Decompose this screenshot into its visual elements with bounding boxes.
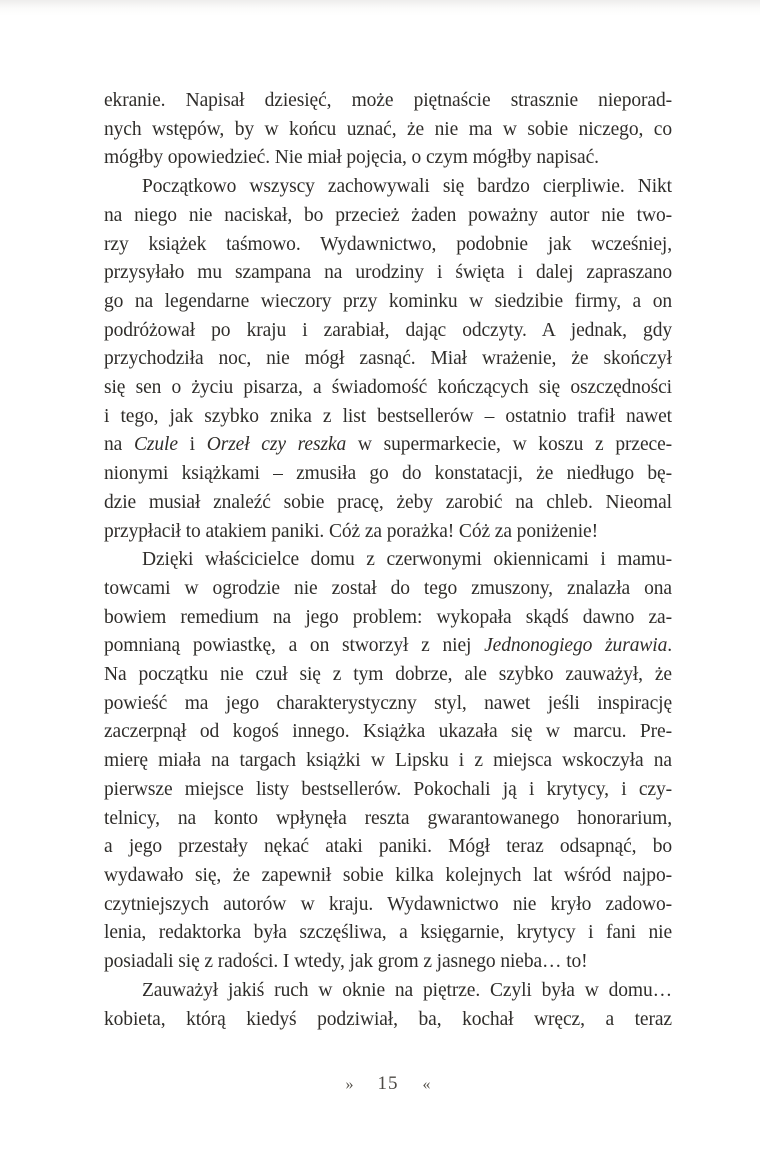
text-segment: Na początku nie czuł się z tym dobrze, ale szybko zauważył, że bbox=[104, 664, 672, 686]
text-line bbox=[104, 661, 672, 690]
text-line bbox=[104, 546, 672, 575]
book-title-italic: Orzeł czy reszka bbox=[206, 434, 347, 456]
text-segment: . bbox=[667, 635, 673, 657]
text-line bbox=[104, 403, 672, 432]
text-segment: a jego przestały nękać ataki paniki. Mógł teraz odsapnąć, bo bbox=[104, 836, 672, 858]
paragraph bbox=[104, 87, 672, 173]
paragraph bbox=[104, 546, 672, 977]
text-segment: go na legendarne wieczory przy kominku w siedzibie firmy, a on bbox=[104, 290, 672, 312]
text-line bbox=[104, 489, 672, 518]
text-line bbox=[104, 977, 672, 1006]
text-line bbox=[104, 173, 672, 202]
text-line bbox=[104, 231, 672, 260]
text-segment: przychodziła noc, nie mógł zasnąć. Miał wrażenie, że skończył bbox=[104, 348, 672, 370]
text-segment: posiadali się z radości. I wtedy, jak grom z jasnego nieba… to! bbox=[104, 951, 588, 973]
text-segment: czytniejszych autorów w kraju. Wydawnictwo nie kryło zadowo- bbox=[104, 893, 672, 915]
text-line bbox=[104, 431, 672, 460]
text-segment: wydawało się, że zapewnił sobie kilka kolejnych lat wśród najpo- bbox=[104, 864, 672, 886]
text-line bbox=[104, 747, 672, 776]
text-line bbox=[104, 87, 672, 116]
text-segment: Zauważył jakiś ruch w oknie na piętrze. Czyli była w domu… bbox=[142, 979, 672, 1001]
footer-prev-mark: » bbox=[345, 1076, 354, 1093]
page-number: 15 bbox=[377, 1073, 399, 1094]
text-segment: powieść ma jego charakterystyczny styl, nawet jeśli inspirację bbox=[104, 692, 672, 714]
book-title-italic: Czule bbox=[133, 434, 178, 456]
text-line bbox=[104, 374, 672, 403]
text-line bbox=[104, 718, 672, 747]
text-segment: i bbox=[177, 434, 207, 456]
book-title-italic: Jednonogiego żurawia bbox=[484, 635, 668, 657]
text-line bbox=[104, 919, 672, 948]
text-line bbox=[104, 776, 672, 805]
text-line bbox=[104, 1006, 672, 1035]
text-segment: telnicy, na konto wpłynęła reszta gwarantowanego honorarium, bbox=[104, 807, 672, 829]
text-segment: rzy książek taśmowo. Wydawnictwo, podobnie jak wcześniej, bbox=[104, 233, 672, 255]
text-segment: zaczerpnął od kogoś innego. Książka ukazała się w marcu. Pre- bbox=[104, 721, 672, 743]
text-line bbox=[104, 144, 672, 173]
paragraph bbox=[104, 173, 672, 546]
footer-next-mark: « bbox=[422, 1076, 431, 1093]
text-line bbox=[104, 202, 672, 231]
text-line bbox=[104, 862, 672, 891]
text-segment: ekranie. Napisał dziesięć, może piętnaście strasznie nieporad- bbox=[104, 90, 672, 111]
text-segment: pomnianą powiastkę, a on stworzył z niej bbox=[104, 635, 485, 657]
text-segment: na niego nie naciskał, bo przecież żaden poważny autor nie two- bbox=[104, 204, 672, 226]
text-line bbox=[104, 518, 672, 547]
text-segment: na bbox=[104, 434, 134, 456]
text-segment: nych wstępów, by w końcu uznać, że nie ma w sobie niczego, co bbox=[104, 118, 672, 140]
text-line bbox=[104, 345, 672, 374]
text-segment: i tego, jak szybko znika z list bestsellerów – ostatnio trafił nawet bbox=[104, 405, 672, 427]
text-segment: dzie musiał znaleźć sobie pracę, żeby zarobić na chleb. Nieomal bbox=[104, 491, 672, 513]
text-segment: bowiem remedium na jego problem: wykopała skądś dawno za- bbox=[104, 606, 672, 628]
text-segment: podróżował po kraju i zarabiał, dając odczyty. A jednak, gdy bbox=[104, 319, 672, 341]
text-segment: mierę miała na targach książki w Lipsku i z miejsca wskoczyła na bbox=[104, 750, 672, 772]
text-segment: pierwsze miejsce listy bestsellerów. Pokochali ją i krytycy, i czy- bbox=[104, 778, 672, 800]
text-segment: towcami w ogrodzie nie został do tego zmuszony, znalazła ona bbox=[104, 577, 672, 599]
text-line bbox=[104, 288, 672, 317]
text-segment: mógłby opowiedzieć. Nie miał pojęcia, o czym mógłby napisać. bbox=[104, 147, 599, 169]
text-segment: się sen o życiu pisarza, a świadomość kończących się oszczędności bbox=[104, 377, 672, 399]
page-footer bbox=[104, 1073, 672, 1095]
page-text bbox=[104, 87, 672, 1034]
text-segment: lenia, redaktorka była szczęśliwa, a księgarnie, krytycy i fani nie bbox=[104, 922, 672, 944]
text-line bbox=[104, 259, 672, 288]
text-segment: przypłacił to atakiem paniki. Cóż za porażka! Cóż za poniżenie! bbox=[104, 520, 598, 542]
text-line bbox=[104, 891, 672, 920]
text-line bbox=[104, 460, 672, 489]
text-segment: w supermarkecie, w koszu z przece- bbox=[346, 434, 673, 456]
text-line bbox=[104, 690, 672, 719]
text-segment: przysyłało mu szampana na urodziny i święta i dalej zapraszano bbox=[104, 262, 672, 284]
paragraph bbox=[104, 977, 672, 1034]
text-segment: nionymi książkami – zmusiła go do konstatacji, że niedługo bę- bbox=[104, 463, 672, 485]
text-line bbox=[104, 575, 672, 604]
text-line bbox=[104, 805, 672, 834]
text-segment: kobieta, którą kiedyś podziwiał, ba, kochał wręcz, a teraz bbox=[104, 1008, 672, 1030]
text-segment: Początkowo wszyscy zachowywali się bardzo cierpliwie. Nikt bbox=[142, 176, 672, 198]
text-line bbox=[104, 317, 672, 346]
text-segment: Dzięki właścicielce domu z czerwonymi okiennicami i mamu- bbox=[142, 549, 672, 571]
text-line bbox=[104, 833, 672, 862]
text-line bbox=[104, 948, 672, 977]
text-line bbox=[104, 632, 672, 661]
text-line bbox=[104, 116, 672, 145]
text-line bbox=[104, 604, 672, 633]
